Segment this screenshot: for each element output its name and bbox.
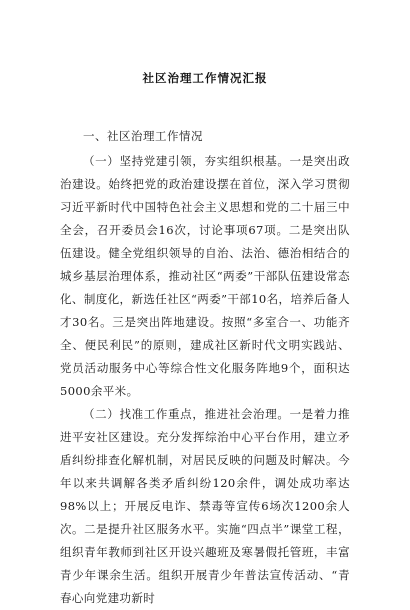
section-heading: 一、社区治理工作情况 <box>83 129 203 143</box>
paragraph-party-building: （一）坚持党建引领，夯实组织根基。一是突出政治建设。始终把党的政治建设摆在首位，深入学习贯彻习近平新时代中国特色社会主义思想和党的二十届三中全会，召开委员会16次，讨论事项67项。二是突出队伍建设。健全党组织领导的自治、法治、德治相结合的城乡基层治理体系，推动社区“两委”干部队伍建设常态化、制度化，新选任社区“两委”干部10名，培养后备人才30名。三是突出阵地建设。按照“多室合一、功能齐全、便民利民”的原则，建成社区新时代文明实践站、党员活动服务中心等综合性文化服务阵地9个，面积达5000余平米。 <box>60 154 350 398</box>
document-title: 社区治理工作情况汇报 <box>142 71 268 85</box>
paragraph-social-governance: （二）找准工作重点，推进社会治理。一是着力推进平安社区建设。充分发挥综治中心平台作用，建立矛盾纠纷排查化解机制，对居民反映的问题及时解决。今年以来共调解各类矛盾纠纷120余件，调处成功率达98%以上；开展反电诈、禁毒等宣传6场次1200余人次。二是提升社区服务水平。实施“四点半”课堂工程，组织青年教师到社区开设兴趣班及寒暑假托管班，丰富青少年课余生活。组织开展青少年普法宣传活动、“青春心向党建功新时 <box>60 407 350 605</box>
